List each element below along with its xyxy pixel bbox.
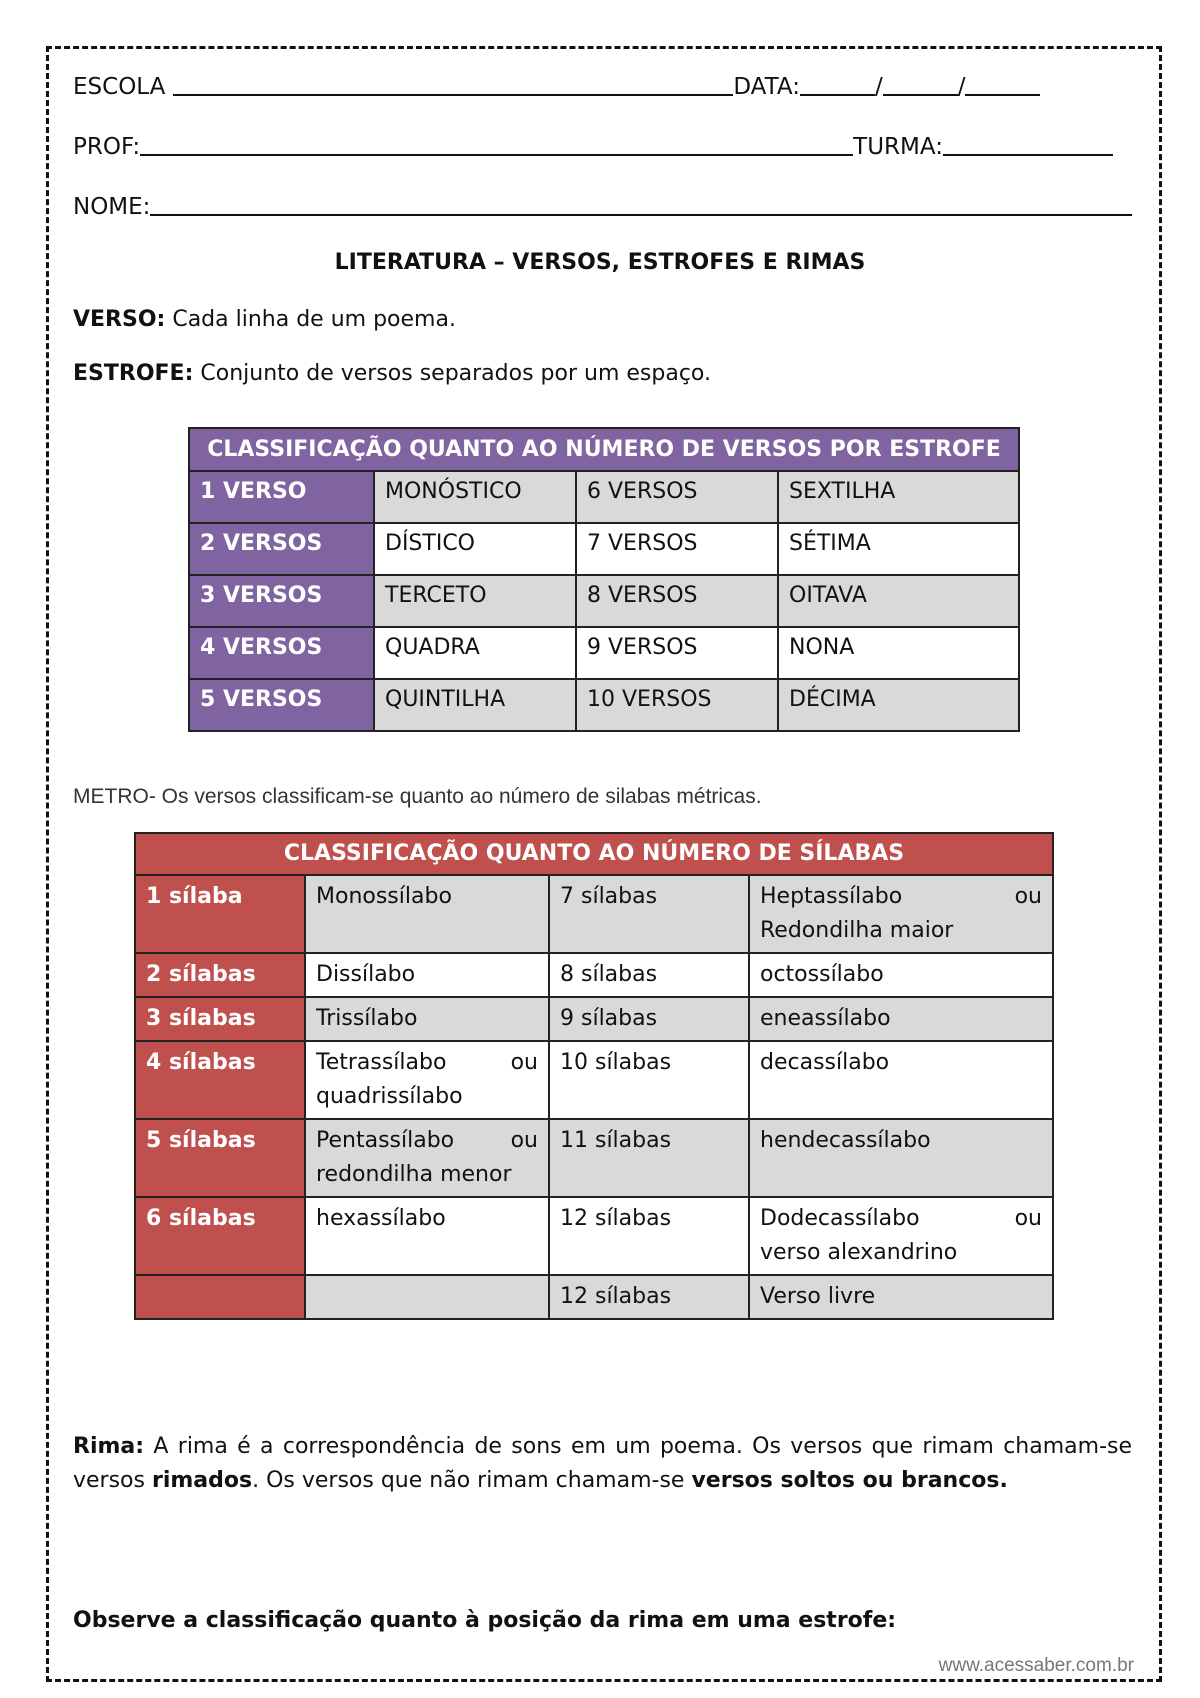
table1-cell: 9 VERSOS (576, 627, 778, 679)
table1-header: CLASSIFICAÇÃO QUANTO AO NÚMERO DE VERSOS POR ESTROFE (189, 428, 1019, 471)
cell-text: Redondilha maior (760, 918, 954, 943)
table1-cell: 6 VERSOS (576, 471, 778, 523)
table2-cell: 11 sílabas (549, 1119, 749, 1197)
table1-cell: DÉCIMA (778, 679, 1019, 731)
turma-field[interactable] (943, 132, 1113, 156)
table-row (135, 1119, 1053, 1197)
rima-text: . Os versos que não rimam chamam-se (252, 1468, 692, 1493)
table1-cell: SEXTILHA (778, 471, 1019, 523)
table1-cell: OITAVA (778, 575, 1019, 627)
year-field[interactable] (965, 72, 1040, 96)
table2-cell (135, 1275, 305, 1319)
escola-field[interactable] (173, 72, 733, 96)
table1-cell: 8 VERSOS (576, 575, 778, 627)
table2-cell: 12 sílabas (549, 1197, 749, 1275)
day-field[interactable] (800, 72, 875, 96)
cell-text: redondilha menor (316, 1162, 512, 1187)
table1-cell: 5 VERSOS (189, 679, 374, 731)
table-row (135, 1041, 1053, 1119)
cell-text: Heptassílabo (760, 884, 903, 909)
prof-field[interactable] (140, 132, 853, 156)
cell-text: ou (1014, 884, 1042, 909)
table2-cell: hexassílabo (305, 1197, 549, 1275)
escola-line (73, 70, 1132, 100)
table2-cell: octossílabo (749, 953, 1053, 997)
table2-cell: 6 sílabas (135, 1197, 305, 1275)
verso-definition (73, 307, 1132, 332)
estrofe-text: Conjunto de versos separados por um espaço. (193, 361, 711, 386)
estrofe-definition (73, 361, 1132, 386)
escola-label: ESCOLA (73, 74, 166, 100)
cell-text: verso alexandrino (760, 1240, 958, 1265)
table2-cell: Verso livre (749, 1275, 1053, 1319)
table1-cell: QUADRA (374, 627, 576, 679)
table-row (135, 875, 1053, 953)
rima-paragraph (73, 1430, 1132, 1498)
date-slash: / (874, 74, 883, 100)
nome-label: NOME: (73, 194, 151, 220)
table2-cell: 12 sílabas (549, 1275, 749, 1319)
table2-cell: Trissílabo (305, 997, 549, 1041)
data-label: DATA: (733, 74, 800, 100)
table1-cell: 7 VERSOS (576, 523, 778, 575)
table1-cell: 10 VERSOS (576, 679, 778, 731)
table-row (189, 523, 1019, 575)
table-row (189, 575, 1019, 627)
table1-cell: QUINTILHA (374, 679, 576, 731)
cell-text: Dodecassílabo (760, 1206, 920, 1231)
table2-cell: 7 sílabas (549, 875, 749, 953)
table1-cell: SÉTIMA (778, 523, 1019, 575)
table2-cell: decassílabo (749, 1041, 1053, 1119)
cell-text: quadrissílabo (316, 1084, 463, 1109)
table2-cell (305, 1119, 549, 1197)
table2-cell: 10 sílabas (549, 1041, 749, 1119)
table2-cell (749, 875, 1053, 953)
page-title: LITERATURA – VERSOS, ESTROFES E RIMAS (334, 250, 866, 275)
footer-url: www.acessaber.com.br (938, 1655, 1134, 1676)
rima-text: A rima é a correspondência de sons em um poema. Os versos que rimam chamam-se versos (73, 1434, 1132, 1493)
rima-bold: versos soltos ou brancos. (691, 1468, 1008, 1493)
table1-cell: 3 VERSOS (189, 575, 374, 627)
table2-cell (305, 1275, 549, 1319)
table1-cell: DÍSTICO (374, 523, 576, 575)
table1-cell: NONA (778, 627, 1019, 679)
table1-cell: TERCETO (374, 575, 576, 627)
table1-cell: 4 VERSOS (189, 627, 374, 679)
rima-bold: rimados (151, 1468, 253, 1493)
prof-line (73, 130, 1132, 160)
table2-cell: 2 sílabas (135, 953, 305, 997)
table1-cell: 2 VERSOS (189, 523, 374, 575)
table2-cell (749, 1197, 1053, 1275)
table-row (135, 997, 1053, 1041)
month-field[interactable] (883, 72, 958, 96)
date-slash: / (957, 74, 966, 100)
cell-text: Tetrassílabo (316, 1050, 447, 1075)
cell-text: Pentassílabo (316, 1128, 455, 1153)
nome-field[interactable] (150, 192, 1132, 216)
cell-text: ou (510, 1128, 538, 1153)
table-row (189, 679, 1019, 731)
verso-term: VERSO: (73, 307, 166, 332)
estrofe-term: ESTROFE: (73, 361, 194, 386)
verso-text: Cada linha de um poema. (165, 307, 456, 332)
cell-text: ou (510, 1050, 538, 1075)
metro-definition: METRO- Os versos classificam-se quanto ao número de silabas métricas. (73, 785, 762, 808)
cell-text: ou (1014, 1206, 1042, 1231)
table2-cell: 3 sílabas (135, 997, 305, 1041)
table2-header: CLASSIFICAÇÃO QUANTO AO NÚMERO DE SÍLABAS (135, 833, 1053, 875)
verses-per-stanza-table (188, 427, 1020, 732)
table1-cell: 1 VERSO (189, 471, 374, 523)
table-row (135, 953, 1053, 997)
table1-cell: MONÓSTICO (374, 471, 576, 523)
observe-heading: Observe a classificação quanto à posição da rima em uma estrofe: (73, 1608, 897, 1633)
table2-cell: 1 sílaba (135, 875, 305, 953)
table2-cell: 9 sílabas (549, 997, 749, 1041)
table2-cell: 5 sílabas (135, 1119, 305, 1197)
table2-cell: 8 sílabas (549, 953, 749, 997)
table2-cell: Monossílabo (305, 875, 549, 953)
table-row (189, 627, 1019, 679)
table-row (135, 1275, 1053, 1319)
rima-term: Rima: (73, 1434, 145, 1459)
syllables-table (134, 832, 1054, 1320)
table2-cell (305, 1041, 549, 1119)
table2-cell: hendecassílabo (749, 1119, 1053, 1197)
table2-cell: 4 sílabas (135, 1041, 305, 1119)
table2-cell: Dissílabo (305, 953, 549, 997)
prof-label: PROF: (73, 134, 141, 160)
table-row (189, 471, 1019, 523)
table2-cell: eneassílabo (749, 997, 1053, 1041)
turma-label: TURMA: (853, 134, 943, 160)
nome-line (73, 190, 1132, 220)
table-row (135, 1197, 1053, 1275)
